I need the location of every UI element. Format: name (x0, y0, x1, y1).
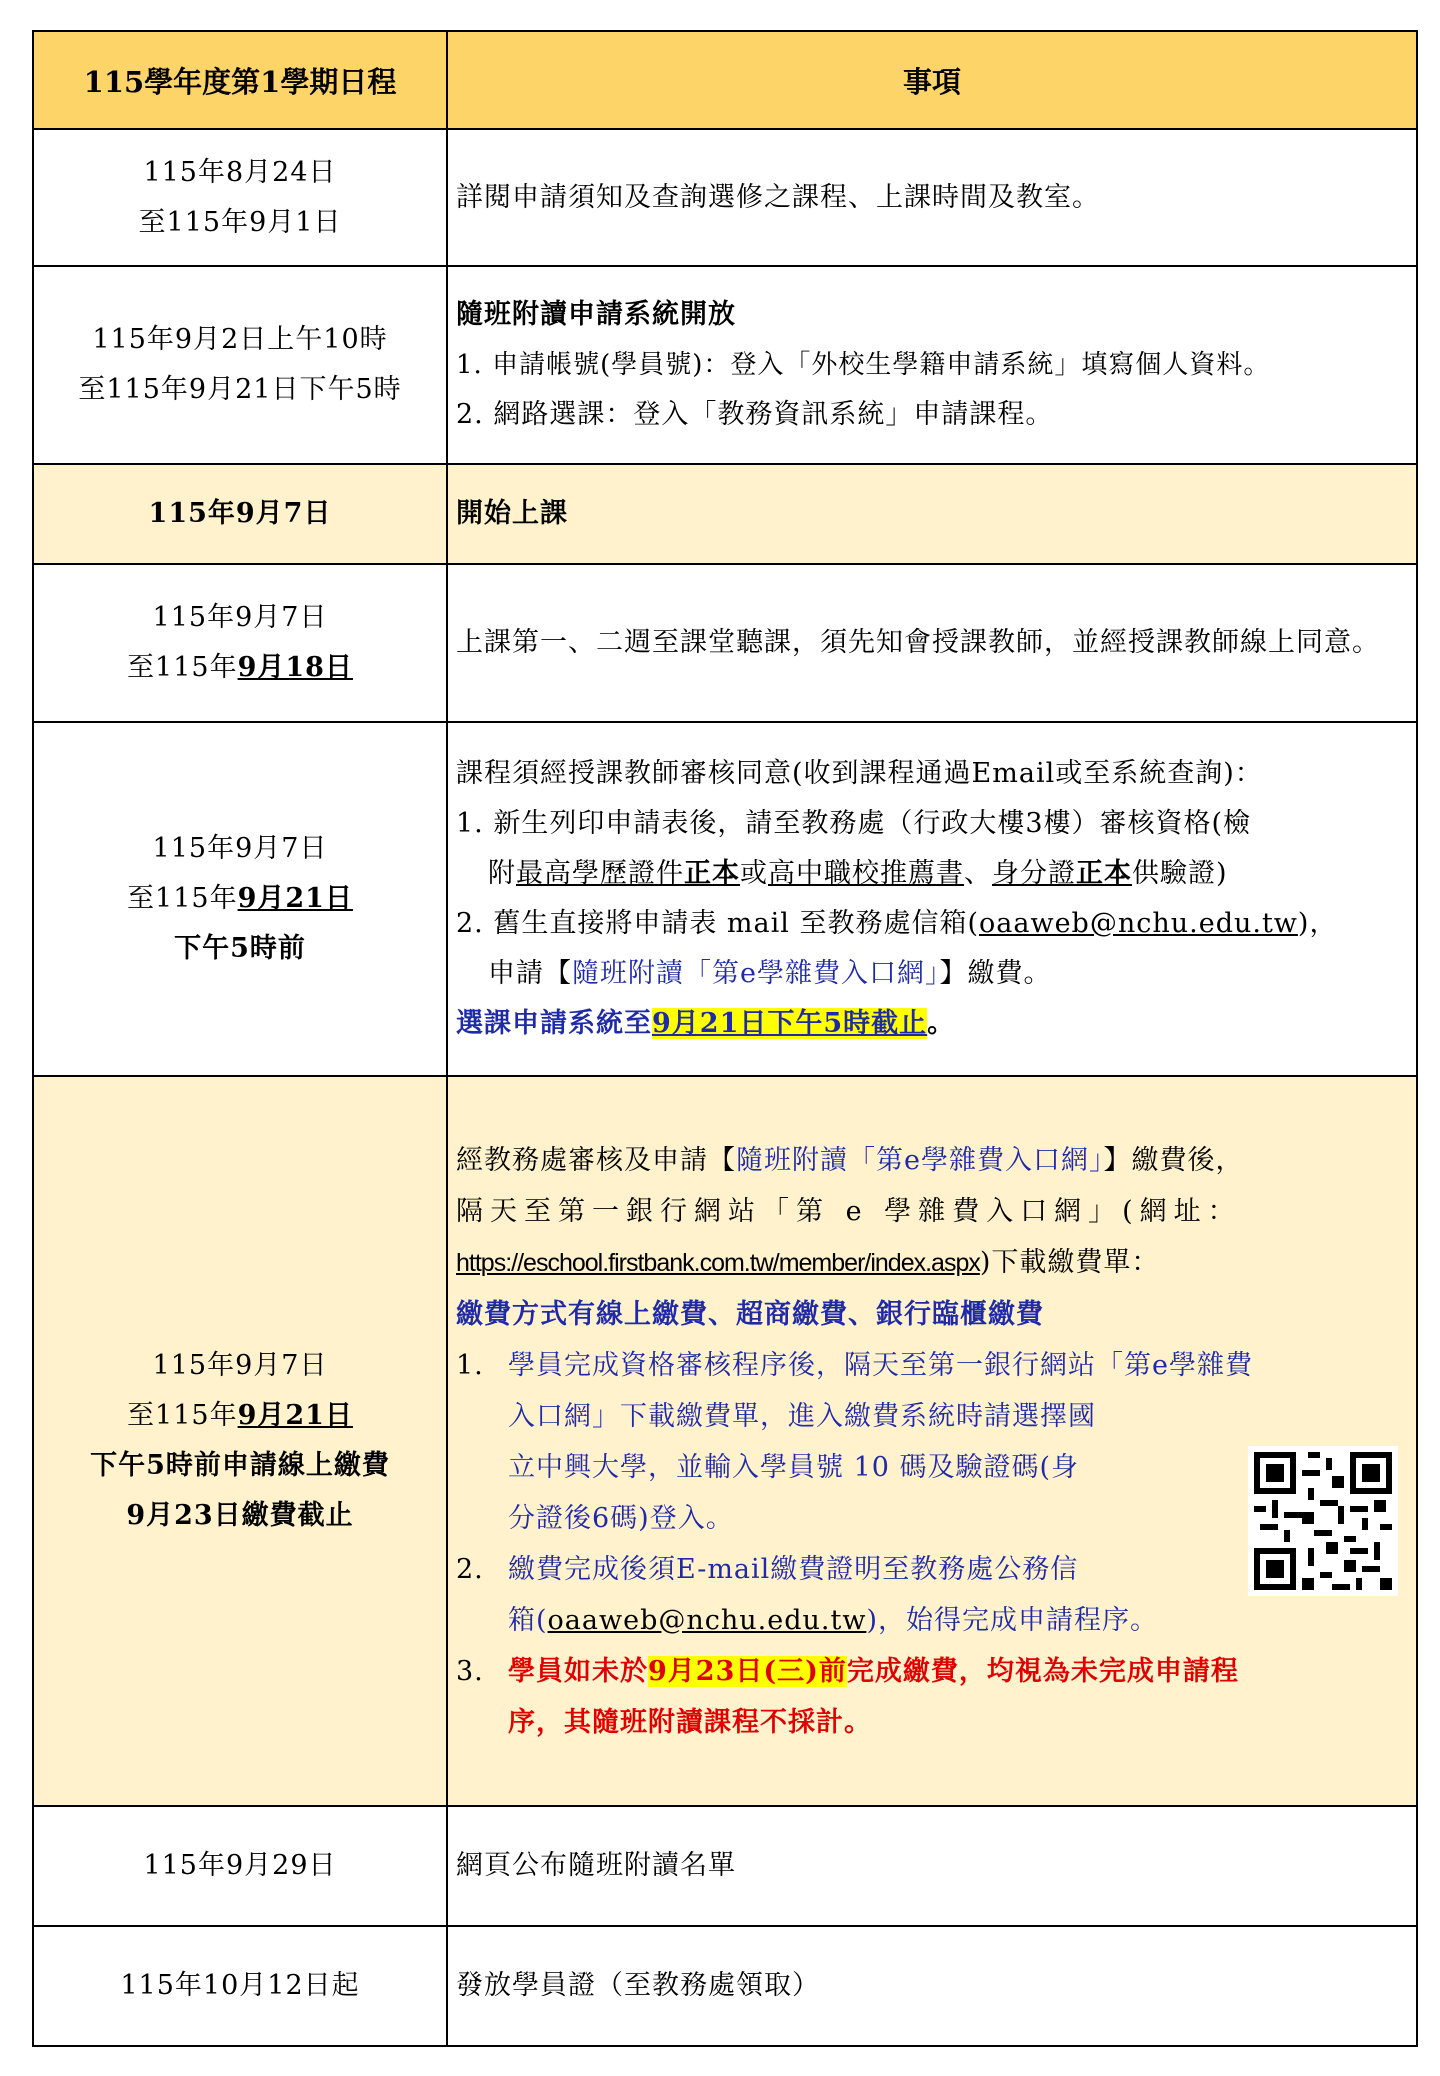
section-title: 隨班附讀申請系統開放 (456, 299, 736, 330)
date-cell (33, 722, 447, 1076)
date-cell (33, 266, 447, 464)
text-line (508, 1595, 1410, 1646)
date-prefix: 至115年 (127, 883, 238, 914)
paragraph: 隔天至第一銀行網站「第 e 學雜費入口網」(網址： (456, 1195, 1242, 1227)
date-line (34, 874, 446, 924)
text-fragment: 2. 舊生直接將申請表 mail 至教務處信箱( (456, 908, 980, 939)
text-fragment: 隨班附讀「第e學雜費入口網」 (736, 1144, 1104, 1176)
date-line: 115年9月29日 (143, 1850, 337, 1881)
email-link[interactable]: oaaweb@nchu.edu.tw (979, 908, 1298, 939)
text-fragment: 附 (488, 858, 516, 889)
qr-code-icon (1248, 1446, 1398, 1596)
table-row (33, 1926, 1417, 2046)
text-line: 繳費完成後須E-mail繳費證明至教務處公務信 (508, 1553, 1079, 1585)
url-link[interactable]: https://eschool.firstbank.com.tw/member/index.aspx (456, 1248, 980, 1277)
item-cell (447, 564, 1417, 722)
date-line: 下午5時前申請線上繳費 (90, 1450, 390, 1481)
date-cell (33, 564, 447, 722)
date-line (34, 1391, 446, 1441)
text-fragment: 經教務處審核及申請【 (456, 1144, 736, 1176)
text-line (508, 1646, 1410, 1697)
text-fragment: 或 (740, 858, 768, 889)
text-fragment: 選課申請系統至 (456, 1008, 652, 1039)
email-link[interactable]: oaaweb@nchu.edu.tw (547, 1604, 867, 1636)
item-number: 1. (456, 1349, 484, 1381)
text-fragment: 完成繳費，均視為未完成申請程 (846, 1655, 1239, 1687)
table-header-row (33, 31, 1417, 129)
item-cell (447, 1926, 1417, 2046)
table-row (33, 564, 1417, 722)
item-cell (447, 129, 1417, 266)
date-line (34, 643, 446, 693)
date-line: 115年9月7日 (148, 498, 332, 529)
text-fragment: 隨班附讀「第e學雜費入口網」 (572, 958, 940, 989)
schedule-page (32, 30, 1416, 2047)
list-item-continued (456, 849, 1410, 899)
date-emphasis: 9月21日 (237, 883, 353, 914)
date-cell (33, 1926, 447, 2046)
text-fragment: 最高學歷證件 (516, 858, 684, 889)
text-fragment: 正本 (684, 858, 740, 889)
text-fragment: 】繳費。 (939, 958, 1052, 989)
list-item: 1. 新生列印申請表後，請至教務處（行政大樓3樓）審核資格(檢 (456, 808, 1252, 839)
table-row (33, 1076, 1417, 1806)
date-line: 115年10月12日起 (120, 1970, 360, 2001)
text-line: 分證後6碼)登入。 (508, 1502, 734, 1534)
text-fragment: 正本 (1076, 858, 1132, 889)
item-text: 網頁公布隨班附讀名單 (456, 1850, 736, 1881)
list-item: 2. 網路選課：登入「教務資訊系統」申請課程。 (456, 399, 1054, 430)
table-row (33, 1806, 1417, 1926)
item-cell (447, 1076, 1417, 1806)
date-prefix: 至115年 (127, 652, 238, 683)
date-line: 115年9月7日 (152, 833, 328, 864)
date-cell (33, 129, 447, 266)
item-cell (447, 1806, 1417, 1926)
payment-methods: 繳費方式有線上繳費、超商繳費、銀行臨櫃繳費 (456, 1298, 1044, 1330)
text-fragment: )，始得完成申請程序。 (866, 1604, 1158, 1636)
text-fragment: 供驗證) (1132, 858, 1228, 889)
list-item-continued (456, 949, 1410, 999)
paragraph (456, 1237, 1410, 1289)
intro-text: 課程須經授課教師審核同意(收到課程通過Email或至系統查詢)： (456, 758, 1263, 789)
item-cell (447, 722, 1417, 1076)
text-fragment: 、 (964, 858, 992, 889)
text-fragment: 箱( (508, 1604, 548, 1636)
item-cell (447, 266, 1417, 464)
item-text: 開始上課 (456, 498, 568, 529)
table-row (33, 722, 1417, 1076)
date-line: 115年9月7日 (152, 602, 328, 633)
text-line: 立中興大學，並輸入學員號 10 碼及驗證碼(身 (508, 1451, 1080, 1483)
text-fragment: )下載繳費單： (979, 1246, 1160, 1278)
date-emphasis: 9月18日 (237, 652, 353, 683)
date-line: 115年9月2日上午10時 (92, 324, 388, 355)
text-fragment: 申請【 (488, 958, 572, 989)
text-fragment: 】繳費後， (1103, 1144, 1244, 1176)
text-line: 入口網」下載繳費單，進入繳費系統時請選擇國 (508, 1400, 1096, 1432)
highlighted-deadline: 9月23日(三)前 (648, 1655, 847, 1687)
text-fragment: 。 (927, 1008, 956, 1039)
table-row (33, 129, 1417, 266)
item-text: 詳閱申請須知及查詢選修之課程、上課時間及教室。 (456, 181, 1100, 213)
highlighted-deadline: 9月21日下午5時截止 (652, 1008, 928, 1039)
date-emphasis: 9月21日 (237, 1400, 353, 1431)
text-fragment: 學員如未於 (508, 1655, 648, 1687)
date-cell (33, 1806, 447, 1926)
text-line: 學員完成資格審核程序後，隔天至第一銀行網站「第e學雜費 (508, 1349, 1253, 1381)
text-fragment: )， (1297, 908, 1338, 939)
item-number: 3. (456, 1655, 484, 1687)
list-item (456, 899, 1410, 949)
date-cell (33, 464, 447, 564)
date-line: 115年9月7日 (152, 1350, 328, 1381)
numbered-item (456, 1646, 1410, 1748)
item-text: 發放學員證（至教務處領取） (456, 1970, 820, 2001)
text-fragment: 高中職校推薦書 (768, 858, 964, 889)
item-text: 上課第一、二週至課堂聽課，須先知會授課教師，並經授課教師線上同意。 (456, 627, 1380, 658)
date-line: 至115年9月21日下午5時 (78, 374, 402, 405)
paragraph (456, 1135, 1410, 1186)
table-row (33, 464, 1417, 564)
table-row (33, 266, 1417, 464)
schedule-table (32, 30, 1418, 2047)
date-line: 9月23日繳費截止 (126, 1500, 354, 1531)
deadline-notice (456, 999, 1410, 1049)
text-fragment: 身分證 (992, 858, 1076, 889)
date-line: 115年8月24日 (143, 156, 337, 188)
date-line: 下午5時前 (174, 933, 306, 964)
item-number: 2. (456, 1553, 484, 1585)
date-prefix: 至115年 (127, 1400, 238, 1431)
item-cell (447, 464, 1417, 564)
list-item: 1. 申請帳號(學員號)：登入「外校生學籍申請系統」填寫個人資料。 (456, 350, 1271, 380)
header-date-column: 115學年度第1學期日程 (33, 31, 447, 129)
text-line: 序，其隨班附讀課程不採計。 (508, 1706, 872, 1738)
date-cell (33, 1076, 447, 1806)
header-item-column: 事項 (447, 31, 1417, 129)
date-line: 至115年9月1日 (138, 206, 342, 238)
